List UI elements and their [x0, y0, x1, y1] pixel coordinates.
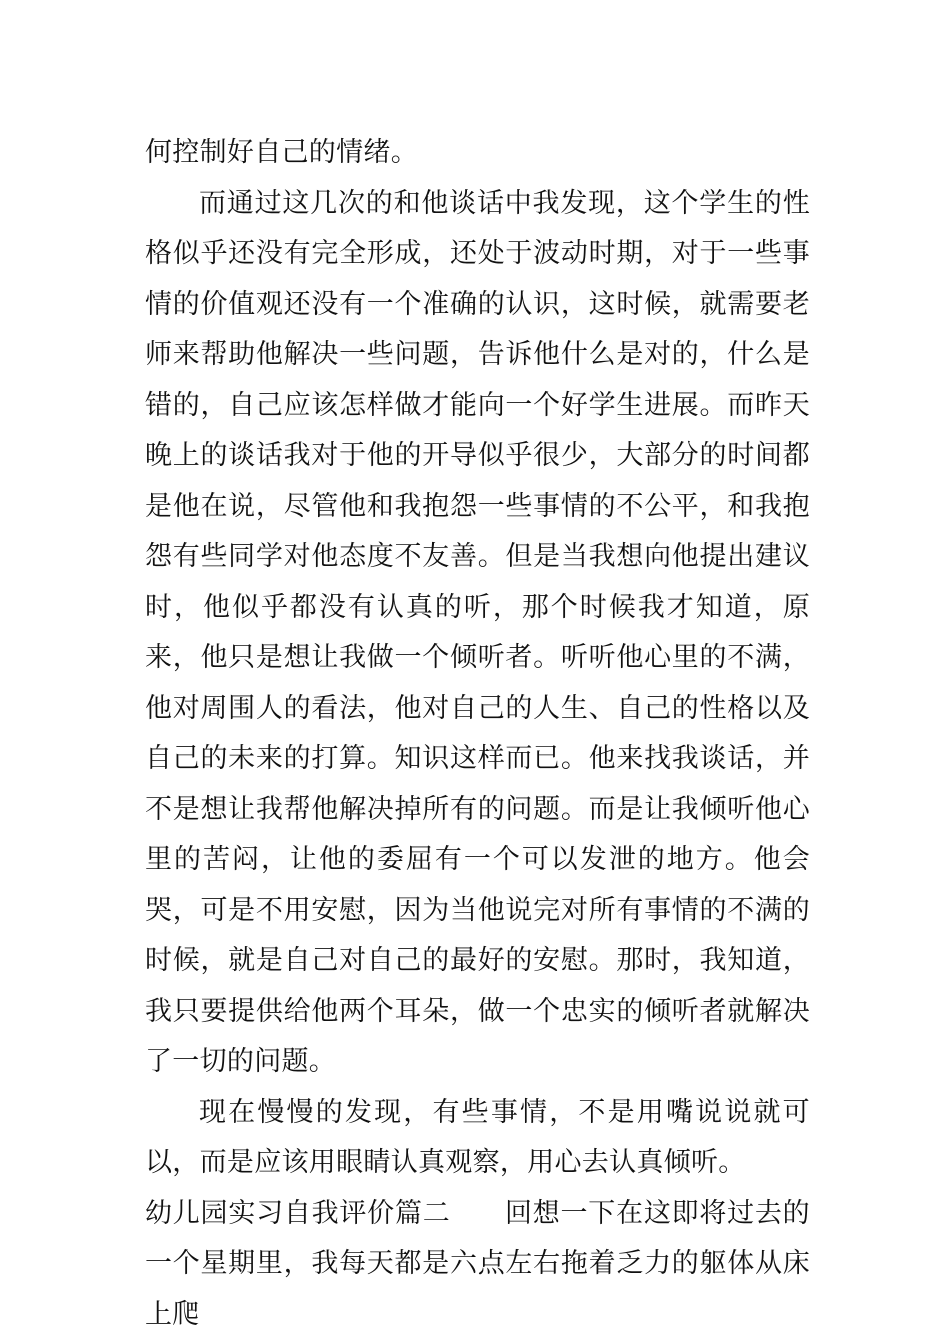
section-text: 回想一下在这即将过去的一个星期里，我每天都是六点左右拖着乏力的躯体从床上爬 [145, 1197, 810, 1330]
paragraph-main: 而通过这几次的和他谈话中我发现，这个学生的性格似乎还没有完全形成，还处于波动时期，对于一些事情的价值观还没有一个准确的认识，这时候，就需要老师来帮助他解决一些问题，告诉他什么是对的，什么是错的，自己应该怎样做才能向一个好学生进展。而昨天晚上的谈话我对于他的开导似乎很少，大部分的时间都是他在说，尽管他和我抱怨一些事情的不公平，和我抱怨有些同学对他态度不友善。但是当我想向他提出建议时，他似乎都没有认真的听，那个时候我才知道，原来，他只是想让我做一个倾听者。听听他心里的不满，他对周围人的看法，他对自己的人生、自己的性格以及自己的未来的打算。知识这样而已。他来找我谈话，并不是想让我帮他解决掉所有的问题。而是让我倾听他心里的苦闷，让他的委屈有一个可以发泄的地方。他会哭，可是不用安慰，因为当他说完对所有事情的不满的时候，就是自己对自己的最好的安慰。那时，我知道，我只要提供给他两个耳朵，做一个忠实的倾听者就解决了一切的问题。 [145, 187, 810, 1077]
section-heading: 幼儿园实习自我评价篇二 [145, 1197, 451, 1229]
document-body [145, 128, 810, 1340]
paragraph-conclusion: 现在慢慢的发现，有些事情，不是用嘴说说就可以，而是应该用眼睛认真观察，用心去认真倾听。 [145, 1096, 810, 1178]
paragraph-continuation: 何控制好自己的情绪。 [145, 137, 418, 168]
section-paragraph [145, 1189, 810, 1341]
